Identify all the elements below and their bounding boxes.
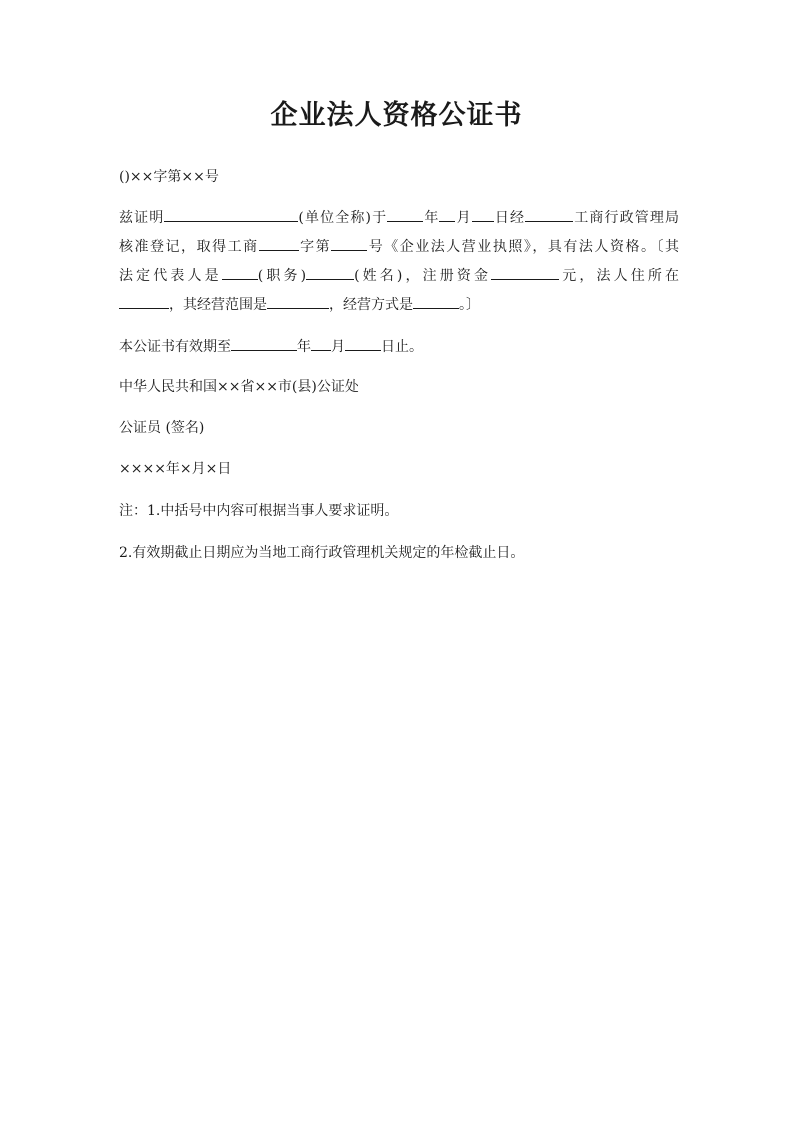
body-line-4: [119, 294, 679, 315]
fill-blank: [387, 207, 423, 222]
notary-office: 中华人民共和国××省××市(县)公证处: [119, 379, 359, 395]
text-segment: 。〕: [459, 297, 480, 313]
text-segment: 字第: [298, 239, 332, 255]
fill-blank: [491, 265, 559, 280]
note-2: 2.有效期截止日期应为当地工商行政管理机关规定的年检截止日。: [119, 545, 525, 561]
notary-signature: 公证员 (签名): [119, 420, 205, 436]
text-segment: 兹证明: [119, 210, 165, 226]
issue-date: ××××年×月×日: [119, 461, 232, 477]
text-segment: (职务): [257, 268, 307, 284]
text-segment: 日经: [493, 210, 526, 226]
fill-blank: [311, 336, 331, 351]
fill-blank: [413, 294, 459, 309]
text-segment: (单位全称)于: [298, 210, 388, 226]
text-segment: 工商行政管理局: [573, 210, 680, 226]
fill-blank: [119, 294, 169, 309]
text-segment: 元，法人住所在: [559, 268, 679, 284]
fill-blank: [345, 336, 381, 351]
fill-blank: [231, 336, 297, 351]
text-segment: 年: [423, 210, 440, 226]
reference-number: ()××字第××号: [119, 169, 219, 185]
text-segment: 法定代表人是: [119, 268, 222, 284]
text-segment: 号《企业法人营业执照》，具有法人资格。〔其: [367, 239, 680, 255]
fill-blank: [222, 265, 258, 280]
document-title: 企业法人资格公证书: [270, 100, 523, 131]
fill-blank: [259, 236, 299, 251]
fill-blank: [331, 236, 367, 251]
body-line-1: [119, 207, 679, 228]
body-line-2: [119, 236, 679, 257]
text-segment: 本公证书有效期至: [119, 339, 231, 355]
text-segment: ，经营方式是: [329, 297, 413, 313]
text-segment: 月: [455, 210, 472, 226]
fill-blank: [306, 265, 354, 280]
validity-line: [119, 336, 679, 357]
text-segment: 日止。: [381, 339, 423, 355]
fill-blank: [472, 207, 494, 222]
fill-blank: [267, 294, 329, 309]
text-segment: (姓名)，注册资金: [354, 268, 492, 284]
fill-blank: [525, 207, 573, 222]
body-line-3: [119, 265, 679, 286]
fill-blank: [439, 207, 455, 222]
note-1: 注：1.中括号中内容可根据当事人要求证明。: [119, 503, 399, 519]
text-segment: ，其经营范围是: [169, 297, 267, 313]
fill-blank: [164, 207, 298, 222]
text-segment: 月: [331, 339, 345, 355]
text-segment: 核准登记，取得工商: [119, 239, 259, 255]
text-segment: 年: [297, 339, 311, 355]
